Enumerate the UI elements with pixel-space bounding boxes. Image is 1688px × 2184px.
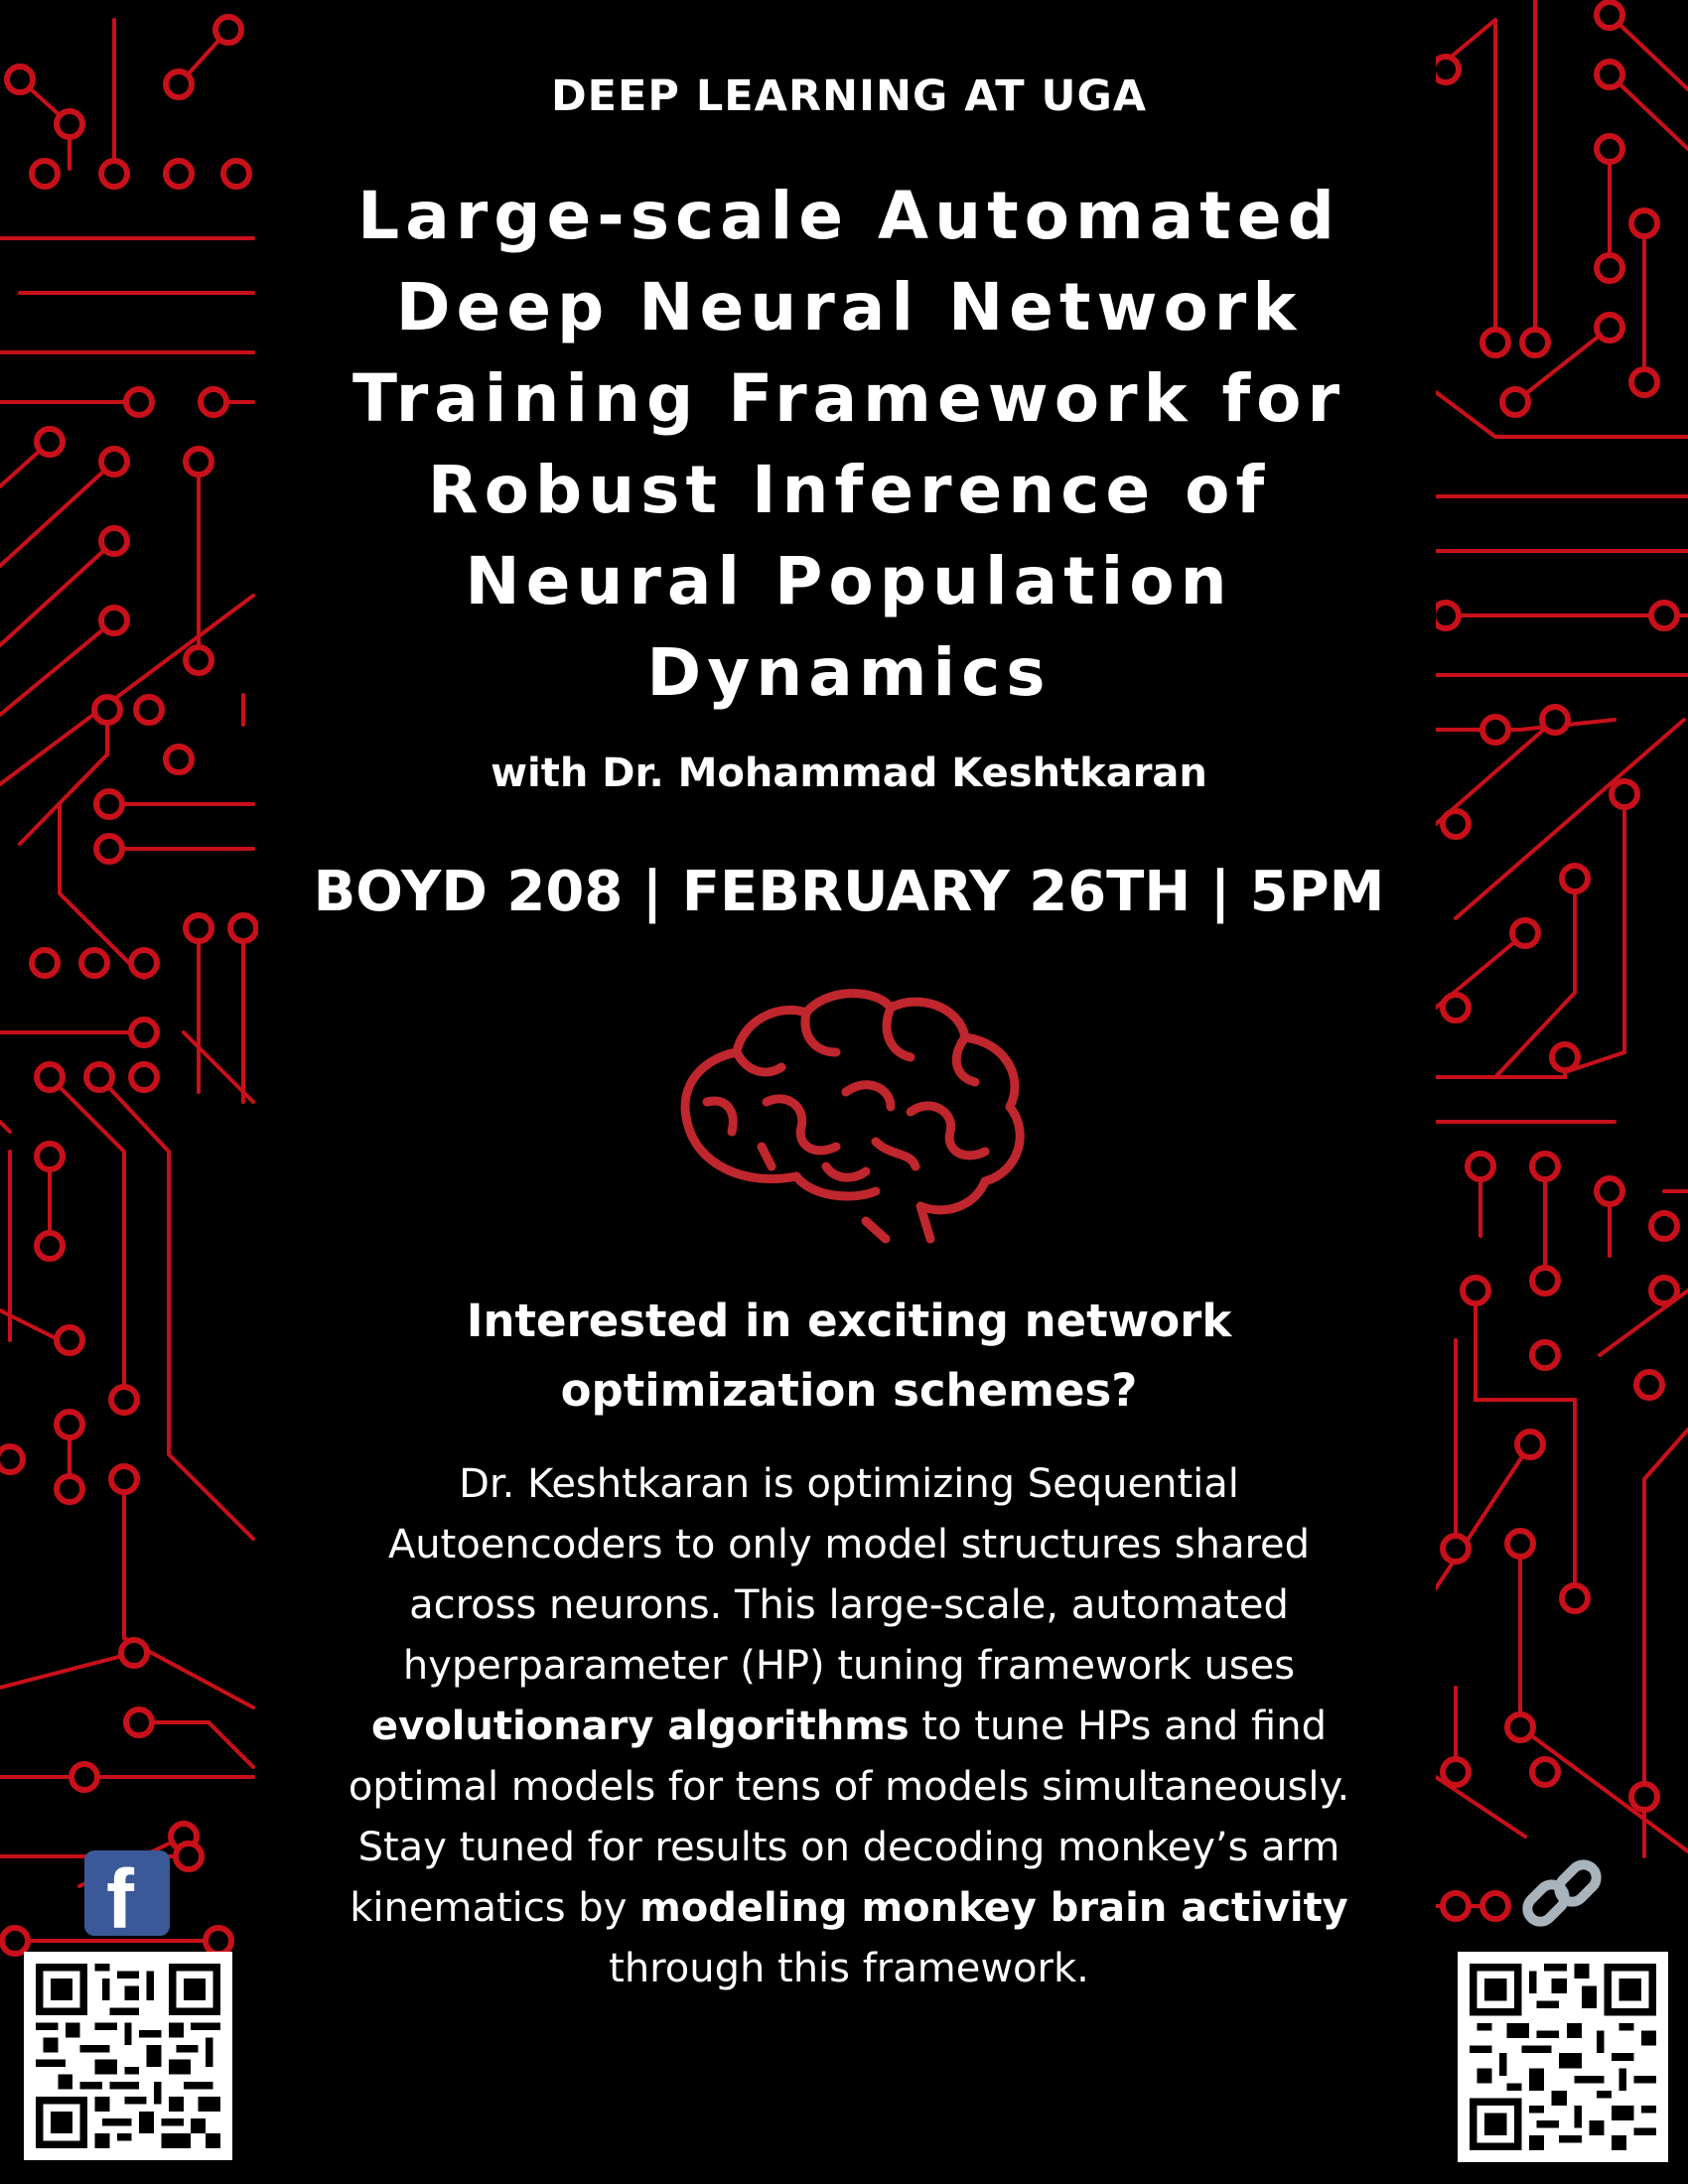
talk-title-line: Robust Inference of <box>427 452 1271 528</box>
description-line: Stay tuned for results on decoding monkey’s arm <box>357 1825 1340 1870</box>
emphasis-evolutionary-algorithms: evolutionary algorithms <box>371 1704 910 1749</box>
qr-code-link[interactable] <box>1458 1952 1668 2162</box>
brain-icon <box>677 983 1035 1251</box>
facebook-glyph: f <box>106 1852 134 1936</box>
description-line: optimal models for tens of models simultaneously. <box>348 1764 1350 1810</box>
organization-name: DEEP LEARNING AT UGA <box>550 71 1148 121</box>
description-text: to tune HPs and find <box>909 1704 1327 1749</box>
description-line: through this framework. <box>609 1946 1089 1991</box>
talk-title-line: Neural Population <box>465 543 1233 619</box>
description <box>288 1454 1410 1999</box>
talk-title-line: Training Framework for <box>352 360 1346 437</box>
question-heading <box>288 1287 1410 1426</box>
emphasis-modeling-brain-activity: modeling monkey brain activity <box>639 1885 1348 1931</box>
description-line: Autoencoders to only model structures shared <box>387 1522 1311 1568</box>
link-icon[interactable] <box>1517 1848 1607 1938</box>
description-line: Dr. Keshtkaran is optimizing Sequential <box>459 1461 1239 1507</box>
event-details: BOYD 208 | FEBRUARY 26TH | 5PM <box>313 860 1385 924</box>
speaker-line: with Dr. Mohammad Keshtkaran <box>491 751 1207 796</box>
description-line <box>288 1878 1410 1939</box>
question-line: Interested in exciting network <box>466 1295 1232 1347</box>
talk-title-line: Large-scale Automated <box>357 178 1340 254</box>
description-line: hyperparameter (HP) tuning framework uses <box>402 1643 1296 1689</box>
description-line <box>288 1697 1410 1757</box>
talk-title-line: Deep Neural Network <box>395 269 1303 345</box>
facebook-icon[interactable] <box>84 1850 170 1936</box>
description-line: across neurons. This large-scale, automated <box>409 1582 1289 1628</box>
qr-code-facebook[interactable] <box>24 1952 232 2160</box>
talk-title <box>288 171 1410 719</box>
question-line: optimization schemes? <box>560 1364 1138 1417</box>
talk-title-line: Dynamics <box>646 634 1052 711</box>
description-text: kinematics by <box>350 1885 640 1931</box>
